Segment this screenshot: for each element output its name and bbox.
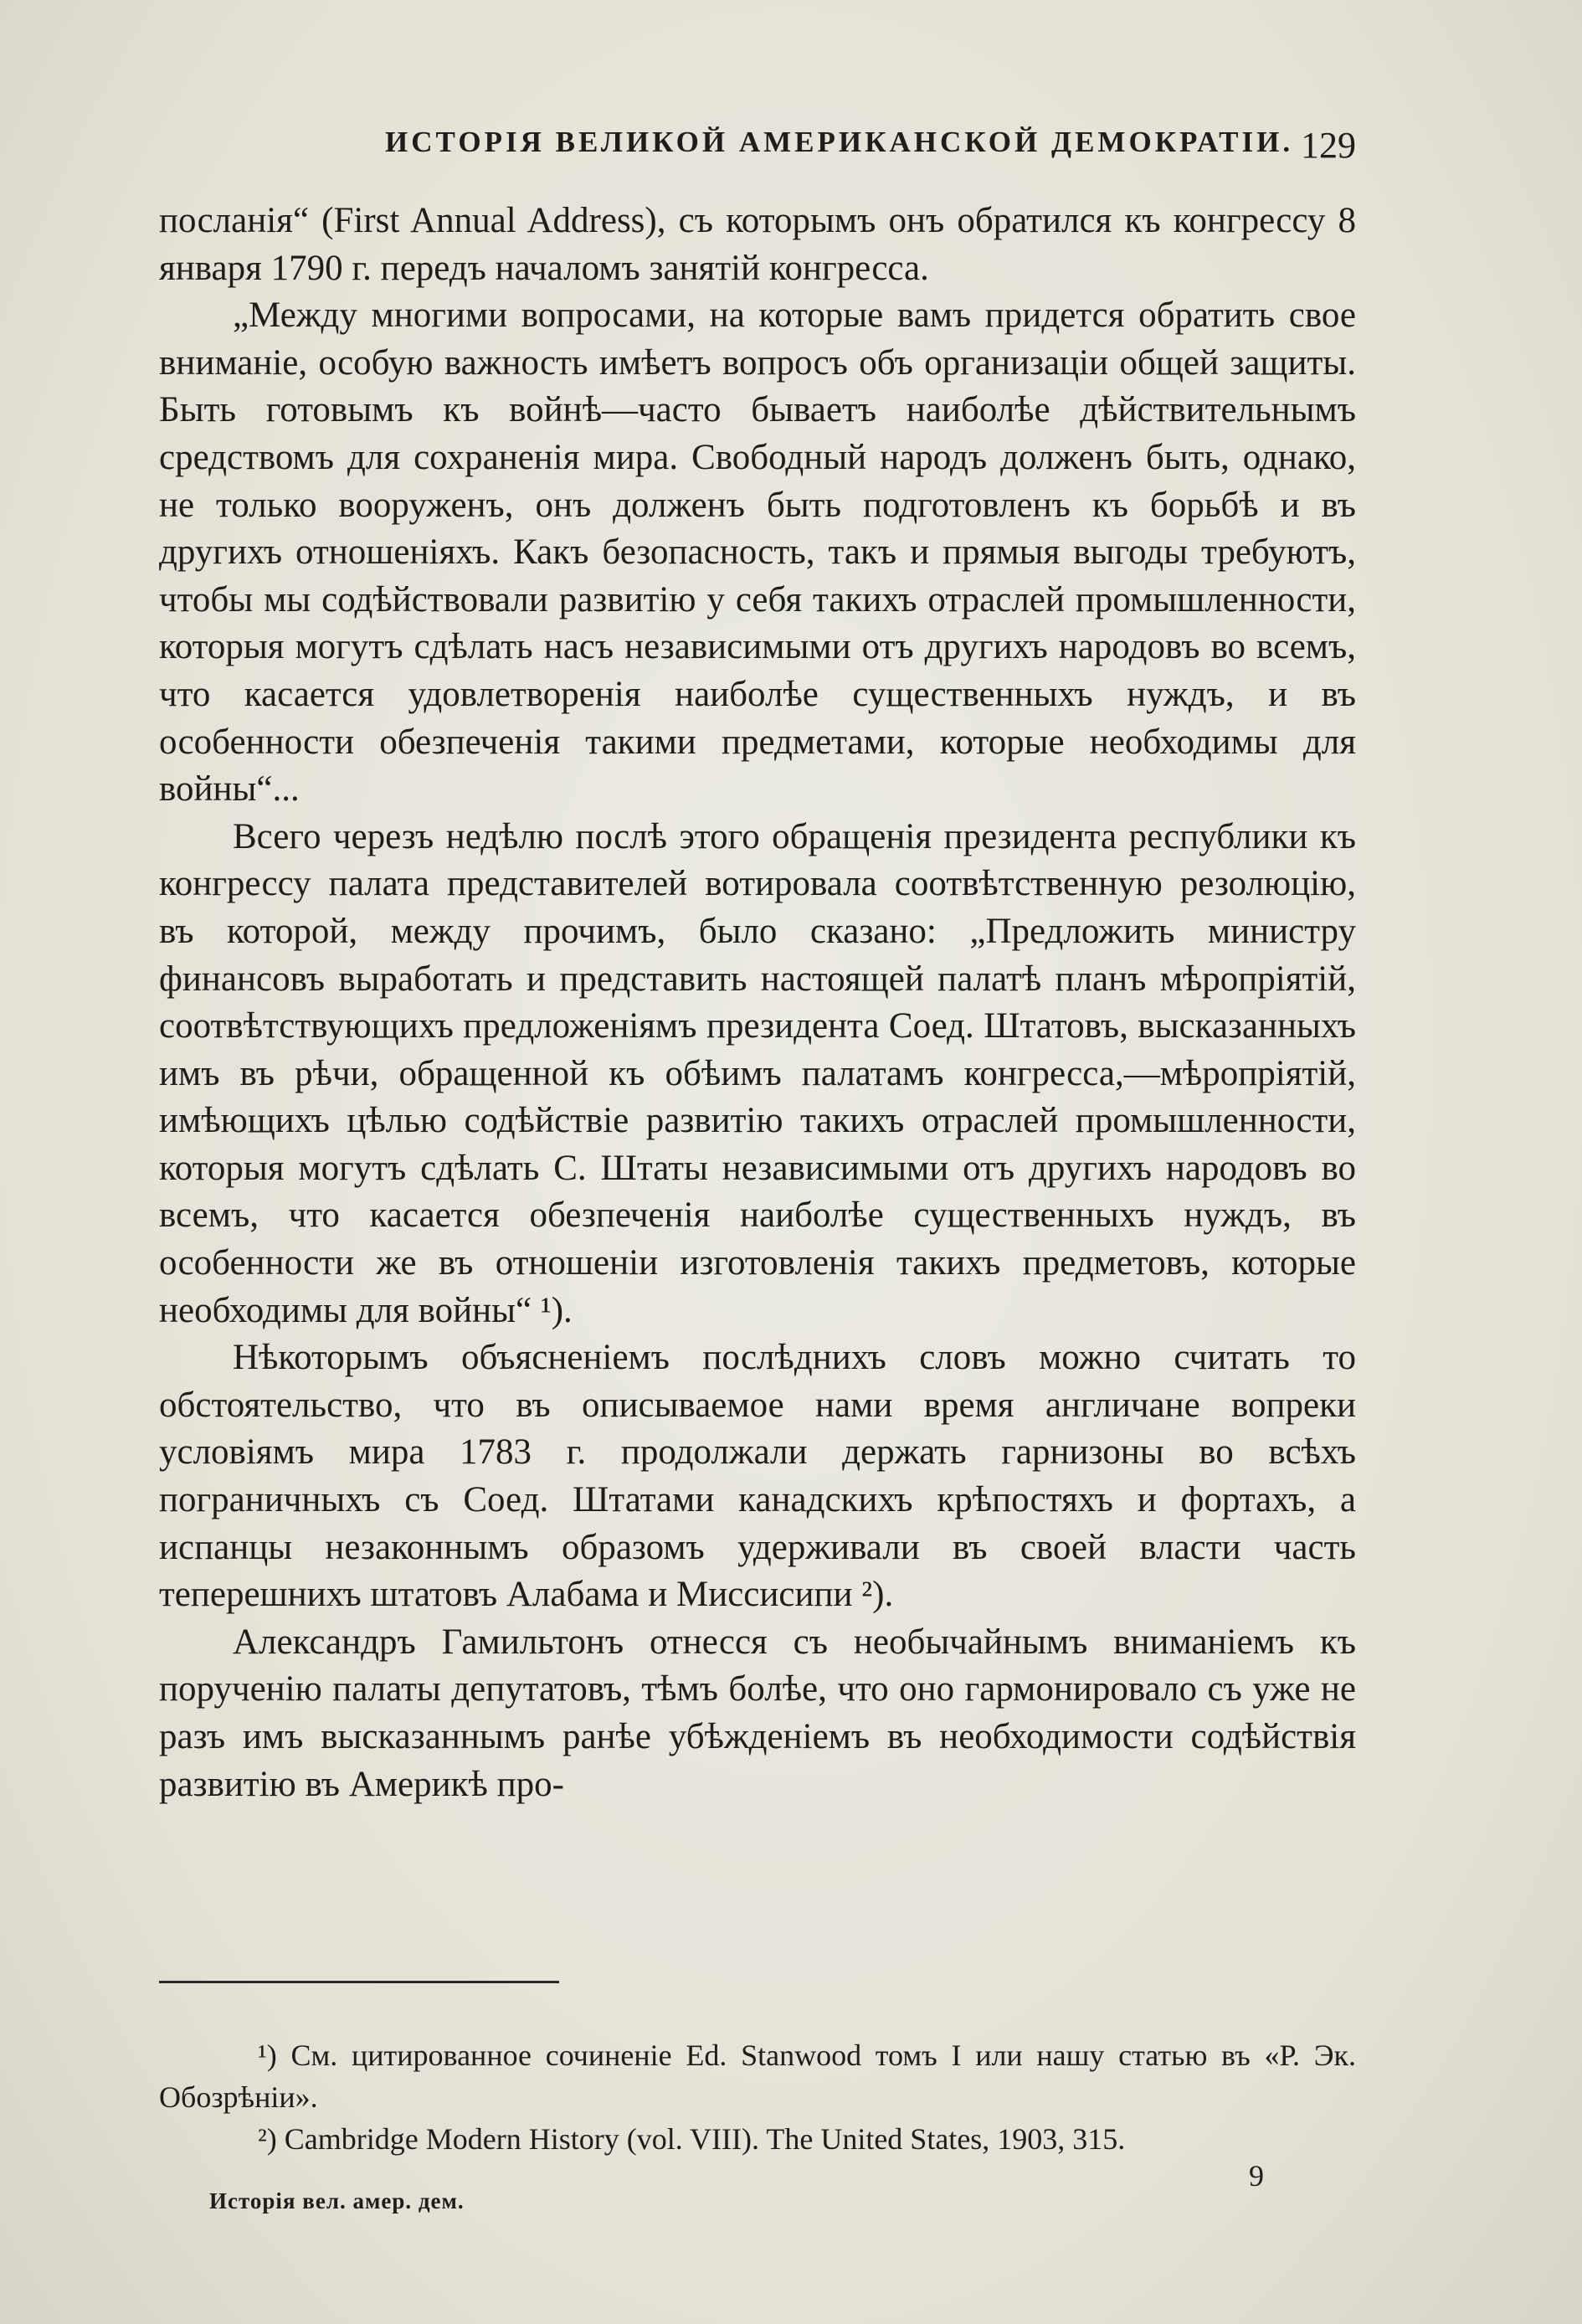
- body-text: [159, 198, 1356, 1808]
- footnote-2: ²) Cambridge Modern History (vol. VIII). The United States, 1903, 315.: [258, 2122, 1126, 2156]
- running-title: ИСТОРІЯ ВЕЛИКОЙ АМЕРИКАНСКОЙ ДЕМОКРАТІИ.: [385, 126, 1294, 158]
- footnotes: [159, 2034, 1356, 2160]
- signature-mark: Исторія вел. амер. дем.: [209, 2188, 465, 2213]
- page-number: 129: [1301, 125, 1356, 166]
- paragraph-hamilton: Александръ Гамильтонъ отнесся съ необычайнымъ вниманіемъ къ порученію палаты депутатовъ, тѣмъ болѣе, что оно гармонировало съ уже не разъ имъ высказаннымъ ранѣе убѣжденіемъ въ необходимости содѣйствія развитію въ Америкѣ про-: [159, 1622, 1356, 1804]
- paragraph-quote-address: „Между многими вопросами, на которые вамъ придется обратить свое вниманіе, особую важность имѣетъ вопросъ объ организаціи общей защиты. Быть готовымъ къ войнѣ—часто бываетъ наиболѣе дѣйствительнымъ средствомъ для сохраненія мира. Свободный народъ долженъ быть, однако, не только вооруженъ, онъ долженъ быть подготовленъ къ борьбѣ и въ другихъ отношеніяхъ. Какъ безопасность, такъ и прямыя выгоды требуютъ, чтобы мы содѣйствовали развитію у себя такихъ отраслей промышленности, которыя могутъ сдѣлать насъ независимыми отъ другихъ народовъ во всемъ, что касается удовлетворенія наиболѣе существенныхъ нуждъ, и въ особенности обезпеченія такими предметами, которые необходимы для войны“...: [159, 296, 1356, 810]
- footnote-divider: [159, 1981, 559, 1983]
- paragraph-explanation: Нѣкоторымъ объясненіемъ послѣднихъ словъ можно считать то обстоятельство, что въ описываемое нами время англичане вопреки условіямъ мира 1783 г. продолжали держать гарнизоны во всѣхъ пограничныхъ съ Соед. Штатами канадскихъ крѣпостяхъ и фортахъ, а испанцы незаконнымъ образомъ удерживали въ своей власти часть теперешнихъ штатовъ Алабама и Миссисипи ²).: [159, 1338, 1356, 1615]
- running-head: [159, 126, 1356, 176]
- signature-number: 9: [1249, 2159, 1264, 2193]
- paragraph-continuation: посланія“ (First Annual Address), съ которымъ онъ обратился къ конгрессу 8 января 1790 г. передъ началомъ занятій конгресса.: [159, 201, 1356, 288]
- paragraph-resolution: Всего черезъ недѣлю послѣ этого обращенія президента республики къ конгрессу палата представителей вотировала соотвѣтственную резолюцію, въ которой, между прочимъ, было сказано: „Предложить министру финансовъ выработать и представить настоящей палатѣ планъ мѣропріятій, соотвѣтствующихъ предложеніямъ президента Соед. Штатовъ, высказанныхъ имъ въ рѣчи, обращенной къ обѣимъ палатамъ конгресса,—мѣропріятій, имѣющихъ цѣлью содѣйствіе развитію такихъ отраслей промышленности, которыя могутъ сдѣлать С. Штаты независимыми отъ другихъ народовъ во всемъ, что касается обезпеченія наиболѣе существенныхъ нуждъ, въ особенности же въ отношеніи изготовленія такихъ предметовъ, которые необходимы для войны“ ¹).: [159, 816, 1356, 1330]
- footnote-1: ¹) См. цитированное сочиненіе Ed. Stanwood томъ I или нашу статью въ «Р. Эк. Обозрѣніи».: [159, 2039, 1356, 2114]
